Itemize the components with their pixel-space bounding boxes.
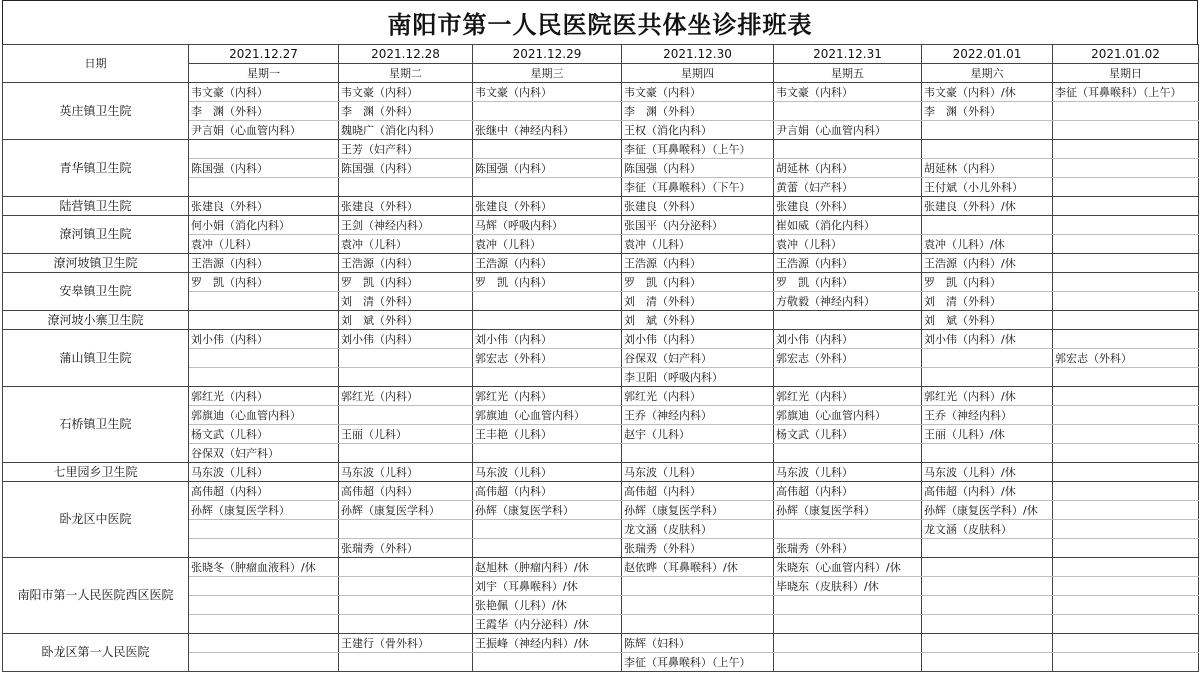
schedule-cell — [1053, 577, 1199, 596]
schedule-cell: 王权（消化内科） — [622, 121, 774, 140]
schedule-cell: 赵依晔（耳鼻喉科）/休 — [622, 558, 774, 577]
schedule-cell: 王乔（神经内科） — [922, 406, 1053, 425]
schedule-cell — [1053, 273, 1199, 292]
schedule-cell — [1053, 121, 1199, 140]
schedule-cell: 何小娟（消化内科） — [189, 216, 339, 235]
schedule-cell: 马东波（儿科） — [189, 463, 339, 482]
schedule-cell: 张艳佩（儿科）/休 — [473, 596, 622, 615]
schedule-cell — [922, 140, 1053, 159]
schedule-cell: 张建良（外科）/休 — [922, 197, 1053, 216]
schedule-cell: 马东波（儿科） — [339, 463, 473, 482]
schedule-cell: 崔如威（消化内科） — [774, 216, 922, 235]
schedule-cell — [774, 615, 922, 634]
institution-label: 潦河镇卫生院 — [59, 227, 132, 241]
schedule-cell: 李征（耳鼻喉科）（上午） — [622, 140, 774, 159]
schedule-cell: 陈国强（内科） — [189, 159, 339, 178]
date-cell: 2021.12.31 — [774, 45, 922, 64]
schedule-cell: 赵宇（儿科） — [622, 425, 774, 444]
schedule-cell: 郭宏志（外科） — [473, 349, 622, 368]
schedule-cell: 郭旗迪（心血管内科） — [189, 406, 339, 425]
schedule-cell: 王剑（神经内科） — [339, 216, 473, 235]
institution-name — [3, 463, 189, 482]
schedule-cell — [339, 406, 473, 425]
schedule-cell: 赵旭林（肿瘤内科）/休 — [473, 558, 622, 577]
schedule-cell — [922, 539, 1053, 558]
table-row — [3, 482, 1199, 501]
schedule-cell — [1053, 406, 1199, 425]
schedule-cell: 杨文武（儿科） — [774, 425, 922, 444]
schedule-cell: 尹言娟（心血管内科） — [189, 121, 339, 140]
schedule-cell: 高伟超（内科） — [339, 482, 473, 501]
institution-name — [3, 254, 189, 273]
table-row — [3, 330, 1199, 349]
institution-name — [3, 83, 189, 140]
schedule-cell: 罗 凯（内科） — [189, 273, 339, 292]
institution-label: 石桥镇卫生院 — [59, 417, 132, 431]
schedule-cell: 王浩源（内科） — [189, 254, 339, 273]
schedule-table — [2, 44, 1199, 672]
schedule-cell — [1053, 368, 1199, 387]
schedule-cell: 孙辉（康复医学科） — [189, 501, 339, 520]
institution-label: 蒲山镇卫生院 — [59, 350, 132, 365]
schedule-cell: 刘宇（耳鼻喉科）/休 — [473, 577, 622, 596]
institution-label: 青华镇卫生院 — [59, 160, 132, 175]
schedule-cell — [189, 539, 339, 558]
schedule-cell: 韦文豪（内科） — [622, 83, 774, 102]
schedule-cell — [189, 349, 339, 368]
schedule-cell: 高伟超（内科）/休 — [922, 482, 1053, 501]
schedule-cell — [189, 520, 339, 539]
schedule-cell: 郭红光（内科） — [339, 387, 473, 406]
date-cell: 2021.12.28 — [339, 45, 473, 64]
schedule-cell — [622, 577, 774, 596]
schedule-cell: 郭红光（内科）/休 — [922, 387, 1053, 406]
schedule-cell: 刘 清（外科） — [622, 292, 774, 311]
schedule-cell — [922, 121, 1053, 140]
schedule-cell: 罗 凯（内科） — [473, 273, 622, 292]
schedule-cell: 韦文豪（内科） — [189, 83, 339, 102]
schedule-cell: 王振峰（神经内科）/休 — [473, 634, 622, 653]
schedule-cell — [1053, 159, 1199, 178]
schedule-cell: 朱晓东（心血管内科）/休 — [774, 558, 922, 577]
schedule-cell: 王乔（神经内科） — [622, 406, 774, 425]
institution-label: 卧龙区中医院 — [59, 512, 132, 526]
schedule-cell — [189, 368, 339, 387]
schedule-cell — [339, 653, 473, 672]
schedule-cell: 刘 斌（外科） — [339, 311, 473, 330]
schedule-cell — [1053, 615, 1199, 634]
schedule-cell: 张瑞秀（外科） — [774, 539, 922, 558]
schedule-cell: 刘小伟（内科） — [622, 330, 774, 349]
schedule-cell — [1053, 634, 1199, 653]
schedule-cell: 孙辉（康复医学科）/休 — [922, 501, 1053, 520]
schedule-cell: 李 渊（外科） — [922, 102, 1053, 121]
institution-name — [3, 216, 189, 254]
schedule-cell — [774, 311, 922, 330]
schedule-cell: 陈国强（内科） — [339, 159, 473, 178]
schedule-cell — [1053, 596, 1199, 615]
institution-name — [3, 273, 189, 311]
schedule-cell: 李征（耳鼻喉科）（上午） — [622, 653, 774, 672]
schedule-cell: 袁冲（儿科） — [473, 235, 622, 254]
schedule-cell — [1053, 653, 1199, 672]
date-cell: 2021.12.29 — [473, 45, 622, 64]
institution-label: 陆营镇卫生院 — [59, 198, 132, 213]
institution-label: 潦河坡小寨卫生院 — [47, 312, 144, 327]
schedule-cell: 郭红光（内科） — [774, 387, 922, 406]
schedule-cell — [473, 653, 622, 672]
schedule-cell — [1053, 235, 1199, 254]
schedule-cell — [189, 634, 339, 653]
schedule-cell — [622, 596, 774, 615]
schedule-cell — [473, 520, 622, 539]
schedule-cell: 李 渊（外科） — [622, 102, 774, 121]
institution-label: 七里园乡卫生院 — [53, 464, 138, 479]
date-cell: 2021.01.02 — [1053, 45, 1199, 64]
schedule-cell: 马东波（儿科） — [622, 463, 774, 482]
schedule-cell — [922, 634, 1053, 653]
schedule-cell: 黄蕾（妇产科） — [774, 178, 922, 197]
schedule-cell: 王浩源（内科） — [622, 254, 774, 273]
schedule-cell — [189, 311, 339, 330]
schedule-cell: 孙辉（康复医学科） — [339, 501, 473, 520]
schedule-cell: 罗 凯（内科） — [922, 273, 1053, 292]
schedule-cell — [622, 615, 774, 634]
schedule-cell: 刘小伟（内科）/休 — [922, 330, 1053, 349]
schedule-cell: 毕晓东（皮肤科）/休 — [774, 577, 922, 596]
schedule-cell — [1053, 558, 1199, 577]
date-cell: 2021.12.27 — [189, 45, 339, 64]
schedule-cell — [774, 596, 922, 615]
institution-label: 卧龙区第一人民医院 — [41, 645, 150, 659]
schedule-cell: 高伟超（内科） — [473, 482, 622, 501]
schedule-cell — [473, 292, 622, 311]
schedule-cell: 马辉（呼吸内科） — [473, 216, 622, 235]
schedule-cell — [339, 615, 473, 634]
institution-label: 潦河坡镇卫生院 — [53, 255, 138, 270]
schedule-cell — [339, 444, 473, 463]
schedule-cell — [189, 292, 339, 311]
schedule-cell: 马东波（儿科） — [774, 463, 922, 482]
schedule-cell: 胡延林（内科） — [922, 159, 1053, 178]
schedule-cell: 高伟超（内科） — [774, 482, 922, 501]
schedule-cell — [1053, 425, 1199, 444]
schedule-cell: 谷保双（妇产科） — [189, 444, 339, 463]
schedule-cell: 郭宏志（外科） — [1053, 349, 1199, 368]
schedule-cell — [922, 368, 1053, 387]
schedule-cell — [1053, 197, 1199, 216]
schedule-cell: 罗 凯（内科） — [339, 273, 473, 292]
schedule-cell: 胡延林（内科） — [774, 159, 922, 178]
schedule-cell: 刘 斌（外科） — [622, 311, 774, 330]
schedule-cell — [189, 596, 339, 615]
schedule-cell — [1053, 520, 1199, 539]
schedule-cell: 高伟超（内科） — [189, 482, 339, 501]
schedule-cell: 王浩源（内科） — [473, 254, 622, 273]
schedule-cell — [473, 444, 622, 463]
schedule-cell: 方敬毅（神经内科） — [774, 292, 922, 311]
table-row — [3, 254, 1199, 273]
schedule-cell — [473, 368, 622, 387]
schedule-cell — [339, 178, 473, 197]
weekday-cell: 星期二 — [339, 64, 473, 83]
table-row — [3, 634, 1199, 653]
schedule-cell — [189, 140, 339, 159]
schedule-cell: 王浩源（内科） — [339, 254, 473, 273]
schedule-cell: 王建行（骨外科） — [339, 634, 473, 653]
schedule-cell: 张晓冬（肿瘤血液科）/休 — [189, 558, 339, 577]
schedule-cell — [1053, 463, 1199, 482]
schedule-cell: 张瑞秀（外科） — [622, 539, 774, 558]
schedule-cell: 刘小伟（内科） — [189, 330, 339, 349]
weekday-cell: 星期五 — [774, 64, 922, 83]
weekday-cell: 星期三 — [473, 64, 622, 83]
table-row — [3, 311, 1199, 330]
schedule-cell: 王丰艳（儿科） — [473, 425, 622, 444]
schedule-cell: 袁冲（儿科） — [339, 235, 473, 254]
schedule-cell: 张建良（外科） — [339, 197, 473, 216]
schedule-cell — [1053, 501, 1199, 520]
institution-label: 安皋镇卫生院 — [59, 284, 132, 298]
schedule-cell — [922, 596, 1053, 615]
schedule-cell — [1053, 292, 1199, 311]
schedule-cell — [473, 311, 622, 330]
sheet-title: 南阳市第一人民医院医共体坐诊排班表 — [2, 0, 1198, 44]
date-cell: 2021.12.30 — [622, 45, 774, 64]
schedule-cell: 王丽（儿科） — [339, 425, 473, 444]
schedule-cell — [1053, 216, 1199, 235]
schedule-cell: 袁冲（儿科） — [774, 235, 922, 254]
table-row — [3, 140, 1199, 159]
schedule-cell — [473, 140, 622, 159]
schedule-cell: 王付斌（小儿外科） — [922, 178, 1053, 197]
schedule-cell: 郭红光（内科） — [189, 387, 339, 406]
schedule-cell: 王芳（妇产科） — [339, 140, 473, 159]
schedule-cell: 李征（耳鼻喉科）（上午） — [1053, 83, 1199, 102]
weekday-cell: 星期六 — [922, 64, 1053, 83]
weekday-cell: 星期日 — [1053, 64, 1199, 83]
schedule-cell — [189, 615, 339, 634]
schedule-cell: 陈国强（内科） — [473, 159, 622, 178]
schedule-cell — [1053, 387, 1199, 406]
schedule-cell: 陈国强（内科） — [622, 159, 774, 178]
table-row — [3, 273, 1199, 292]
schedule-cell: 马东波（儿科）/休 — [922, 463, 1053, 482]
date-label: 日期 — [3, 45, 189, 83]
schedule-cell — [774, 634, 922, 653]
schedule-cell: 王浩源（内科）/休 — [922, 254, 1053, 273]
schedule-cell — [339, 368, 473, 387]
schedule-cell — [922, 444, 1053, 463]
weekday-cell: 星期一 — [189, 64, 339, 83]
schedule-cell — [189, 577, 339, 596]
schedule-cell — [1053, 311, 1199, 330]
schedule-cell — [189, 178, 339, 197]
schedule-cell: 龙文涵（皮肤科） — [622, 520, 774, 539]
schedule-cell: 郭红光（内科） — [622, 387, 774, 406]
schedule-cell — [774, 444, 922, 463]
schedule-cell — [339, 558, 473, 577]
schedule-cell: 刘 斌（外科） — [922, 311, 1053, 330]
schedule-cell — [1053, 482, 1199, 501]
institution-name — [3, 311, 189, 330]
schedule-cell: 王丽（儿科）/休 — [922, 425, 1053, 444]
schedule-cell: 陈辉（妇科） — [622, 634, 774, 653]
schedule-cell — [922, 577, 1053, 596]
schedule-cell: 李 渊（外科） — [189, 102, 339, 121]
schedule-cell — [339, 596, 473, 615]
schedule-body — [3, 45, 1199, 672]
schedule-cell: 袁冲（儿科） — [622, 235, 774, 254]
schedule-cell: 刘小伟（内科） — [339, 330, 473, 349]
schedule-cell: 王霞华（内分泌科）/休 — [473, 615, 622, 634]
schedule-cell — [922, 615, 1053, 634]
schedule-cell: 马东波（儿科） — [473, 463, 622, 482]
schedule-cell: 张建良（外科） — [189, 197, 339, 216]
schedule-cell — [622, 444, 774, 463]
schedule-cell: 孙辉（康复医学科） — [473, 501, 622, 520]
schedule-cell: 张建良（外科） — [774, 197, 922, 216]
schedule-cell: 杨文武（儿科） — [189, 425, 339, 444]
schedule-cell: 李征（耳鼻喉科）（下午） — [622, 178, 774, 197]
schedule-cell: 高伟超（内科） — [622, 482, 774, 501]
schedule-cell — [339, 577, 473, 596]
schedule-cell — [774, 653, 922, 672]
schedule-cell: 谷保双（妇产科） — [622, 349, 774, 368]
schedule-cell — [922, 653, 1053, 672]
institution-name — [3, 197, 189, 216]
date-header-row — [3, 45, 1199, 64]
institution-label: 南阳市第一人民医院西区医院 — [17, 588, 174, 602]
table-row — [3, 387, 1199, 406]
schedule-cell: 韦文豪（内科） — [473, 83, 622, 102]
schedule-cell: 郭旗迪（心血管内科） — [473, 406, 622, 425]
institution-name — [3, 482, 189, 558]
schedule-cell: 韦文豪（内科） — [339, 83, 473, 102]
schedule-cell: 张国平（内分泌科） — [622, 216, 774, 235]
institution-name — [3, 387, 189, 463]
schedule-cell: 张建良（外科） — [622, 197, 774, 216]
schedule-cell: 韦文豪（内科）/休 — [922, 83, 1053, 102]
schedule-cell: 王浩源（内科） — [774, 254, 922, 273]
table-row — [3, 83, 1199, 102]
schedule-cell: 刘 清（外科） — [339, 292, 473, 311]
schedule-cell — [774, 140, 922, 159]
schedule-cell: 郭宏志（外科） — [774, 349, 922, 368]
table-row — [3, 463, 1199, 482]
schedule-cell — [1053, 102, 1199, 121]
schedule-cell: 韦文豪（内科） — [774, 83, 922, 102]
schedule-cell: 李卫阳（呼吸内科） — [622, 368, 774, 387]
schedule-cell — [339, 520, 473, 539]
schedule-cell: 罗 凯（内科） — [774, 273, 922, 292]
schedule-cell: 袁冲（儿科）/休 — [922, 235, 1053, 254]
schedule-cell — [922, 216, 1053, 235]
schedule-cell — [922, 558, 1053, 577]
schedule-cell: 魏晓广（消化内科） — [339, 121, 473, 140]
institution-label: 英庄镇卫生院 — [59, 103, 132, 118]
schedule-cell — [1053, 140, 1199, 159]
schedule-cell — [922, 349, 1053, 368]
schedule-cell: 刘 清（外科） — [922, 292, 1053, 311]
schedule-cell — [1053, 254, 1199, 273]
schedule-cell — [774, 368, 922, 387]
schedule-cell — [339, 349, 473, 368]
schedule-cell: 罗 凯（内科） — [622, 273, 774, 292]
weekday-cell: 星期四 — [622, 64, 774, 83]
schedule-cell: 郭旗迪（心血管内科） — [774, 406, 922, 425]
schedule-cell: 郭红光（内科） — [473, 387, 622, 406]
table-row — [3, 216, 1199, 235]
schedule-cell — [774, 102, 922, 121]
schedule-cell: 刘小伟（内科） — [473, 330, 622, 349]
institution-name — [3, 140, 189, 197]
date-cell: 2022.01.01 — [922, 45, 1053, 64]
schedule-cell — [473, 178, 622, 197]
schedule-cell: 张瑞秀（外科） — [339, 539, 473, 558]
institution-name — [3, 558, 189, 634]
schedule-cell: 龙文涵（皮肤科） — [922, 520, 1053, 539]
schedule-cell — [1053, 539, 1199, 558]
table-row — [3, 197, 1199, 216]
schedule-cell: 尹言娟（心血管内科） — [774, 121, 922, 140]
schedule-cell: 袁冲（儿科） — [189, 235, 339, 254]
schedule-cell — [774, 520, 922, 539]
schedule-cell — [1053, 178, 1199, 197]
schedule-cell — [1053, 330, 1199, 349]
schedule-cell — [473, 102, 622, 121]
institution-name — [3, 330, 189, 387]
schedule-cell: 刘小伟（内科） — [774, 330, 922, 349]
schedule-cell — [189, 653, 339, 672]
schedule-cell: 张继中（神经内科） — [473, 121, 622, 140]
schedule-cell: 孙辉（康复医学科） — [774, 501, 922, 520]
schedule-sheet — [2, 0, 1198, 672]
table-row — [3, 558, 1199, 577]
schedule-cell: 李 渊（外科） — [339, 102, 473, 121]
schedule-cell: 张建良（外科） — [473, 197, 622, 216]
schedule-cell: 孙辉（康复医学科） — [622, 501, 774, 520]
schedule-cell — [473, 539, 622, 558]
schedule-cell — [1053, 444, 1199, 463]
institution-name — [3, 634, 189, 672]
